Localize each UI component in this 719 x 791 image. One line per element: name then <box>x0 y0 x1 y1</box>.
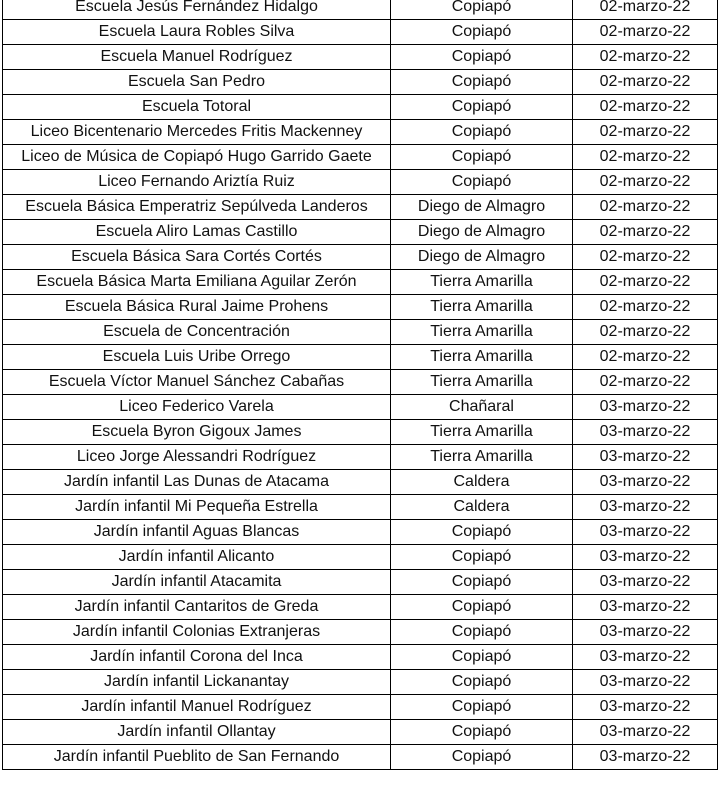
date-cell: 02-marzo-22 <box>573 95 718 120</box>
table-row <box>3 270 718 295</box>
date-cell: 03-marzo-22 <box>573 745 718 770</box>
school-name-cell: Liceo Bicentenario Mercedes Fritis Mackenney <box>3 120 391 145</box>
school-name-cell: Liceo de Música de Copiapó Hugo Garrido Gaete <box>3 145 391 170</box>
commune-cell: Copiapó <box>391 0 573 20</box>
school-name-cell: Jardín infantil Lickanantay <box>3 670 391 695</box>
table-row <box>3 170 718 195</box>
commune-cell: Copiapó <box>391 645 573 670</box>
school-name-cell: Escuela Jesús Fernández Hidalgo <box>3 0 391 20</box>
commune-cell: Copiapó <box>391 20 573 45</box>
table-row <box>3 320 718 345</box>
date-cell: 02-marzo-22 <box>573 45 718 70</box>
school-name-cell: Escuela Luis Uribe Orrego <box>3 345 391 370</box>
school-name-cell: Escuela Básica Emperatriz Sepúlveda Landeros <box>3 195 391 220</box>
date-cell: 03-marzo-22 <box>573 670 718 695</box>
commune-cell: Copiapó <box>391 520 573 545</box>
table-row <box>3 695 718 720</box>
commune-cell: Copiapó <box>391 720 573 745</box>
commune-cell: Tierra Amarilla <box>391 320 573 345</box>
school-name-cell: Escuela Laura Robles Silva <box>3 20 391 45</box>
school-name-cell: Escuela San Pedro <box>3 70 391 95</box>
date-cell: 03-marzo-22 <box>573 570 718 595</box>
commune-cell: Tierra Amarilla <box>391 370 573 395</box>
school-name-cell: Escuela Totoral <box>3 95 391 120</box>
date-cell: 03-marzo-22 <box>573 470 718 495</box>
table-row <box>3 0 718 20</box>
table-row <box>3 570 718 595</box>
commune-cell: Copiapó <box>391 620 573 645</box>
school-name-cell: Jardín infantil Cantaritos de Greda <box>3 595 391 620</box>
table-row <box>3 295 718 320</box>
date-cell: 02-marzo-22 <box>573 20 718 45</box>
table-row <box>3 445 718 470</box>
commune-cell: Tierra Amarilla <box>391 420 573 445</box>
table-row <box>3 720 718 745</box>
date-cell: 03-marzo-22 <box>573 695 718 720</box>
school-name-cell: Jardín infantil Atacamita <box>3 570 391 595</box>
commune-cell: Diego de Almagro <box>391 195 573 220</box>
commune-cell: Copiapó <box>391 570 573 595</box>
table-row <box>3 95 718 120</box>
date-cell: 02-marzo-22 <box>573 145 718 170</box>
commune-cell: Copiapó <box>391 595 573 620</box>
date-cell: 02-marzo-22 <box>573 0 718 20</box>
date-cell: 03-marzo-22 <box>573 495 718 520</box>
table-row <box>3 370 718 395</box>
table-row <box>3 420 718 445</box>
table-row <box>3 220 718 245</box>
commune-cell: Copiapó <box>391 45 573 70</box>
commune-cell: Diego de Almagro <box>391 245 573 270</box>
school-name-cell: Liceo Jorge Alessandri Rodríguez <box>3 445 391 470</box>
date-cell: 03-marzo-22 <box>573 445 718 470</box>
table-row <box>3 395 718 420</box>
table-row <box>3 620 718 645</box>
school-name-cell: Jardín infantil Mi Pequeña Estrella <box>3 495 391 520</box>
commune-cell: Diego de Almagro <box>391 220 573 245</box>
date-cell: 02-marzo-22 <box>573 195 718 220</box>
schedule-table <box>2 0 718 770</box>
school-name-cell: Escuela Aliro Lamas Castillo <box>3 220 391 245</box>
date-cell: 03-marzo-22 <box>573 595 718 620</box>
commune-cell: Tierra Amarilla <box>391 445 573 470</box>
date-cell: 02-marzo-22 <box>573 220 718 245</box>
school-name-cell: Escuela Básica Rural Jaime Prohens <box>3 295 391 320</box>
date-cell: 03-marzo-22 <box>573 545 718 570</box>
school-name-cell: Jardín infantil Pueblito de San Fernando <box>3 745 391 770</box>
date-cell: 02-marzo-22 <box>573 245 718 270</box>
table-row <box>3 520 718 545</box>
table-row <box>3 195 718 220</box>
date-cell: 02-marzo-22 <box>573 320 718 345</box>
table-row <box>3 470 718 495</box>
school-name-cell: Jardín infantil Las Dunas de Atacama <box>3 470 391 495</box>
commune-cell: Caldera <box>391 495 573 520</box>
school-name-cell: Jardín infantil Corona del Inca <box>3 645 391 670</box>
table-row <box>3 495 718 520</box>
table-row <box>3 595 718 620</box>
school-name-cell: Liceo Fernando Ariztía Ruiz <box>3 170 391 195</box>
date-cell: 02-marzo-22 <box>573 345 718 370</box>
date-cell: 02-marzo-22 <box>573 270 718 295</box>
commune-cell: Copiapó <box>391 170 573 195</box>
date-cell: 02-marzo-22 <box>573 120 718 145</box>
date-cell: 03-marzo-22 <box>573 645 718 670</box>
school-name-cell: Escuela de Concentración <box>3 320 391 345</box>
table-row <box>3 120 718 145</box>
table-row <box>3 645 718 670</box>
commune-cell: Copiapó <box>391 670 573 695</box>
school-name-cell: Escuela Básica Sara Cortés Cortés <box>3 245 391 270</box>
date-cell: 03-marzo-22 <box>573 620 718 645</box>
commune-cell: Copiapó <box>391 120 573 145</box>
commune-cell: Copiapó <box>391 70 573 95</box>
school-name-cell: Jardín infantil Aguas Blancas <box>3 520 391 545</box>
school-name-cell: Jardín infantil Manuel Rodríguez <box>3 695 391 720</box>
school-name-cell: Escuela Básica Marta Emiliana Aguilar Zerón <box>3 270 391 295</box>
school-name-cell: Jardín infantil Ollantay <box>3 720 391 745</box>
date-cell: 02-marzo-22 <box>573 170 718 195</box>
school-name-cell: Jardín infantil Alicanto <box>3 545 391 570</box>
table-row <box>3 245 718 270</box>
commune-cell: Tierra Amarilla <box>391 345 573 370</box>
school-name-cell: Escuela Byron Gigoux James <box>3 420 391 445</box>
school-name-cell: Liceo Federico Varela <box>3 395 391 420</box>
commune-cell: Chañaral <box>391 395 573 420</box>
table-row <box>3 745 718 770</box>
commune-cell: Copiapó <box>391 545 573 570</box>
commune-cell: Copiapó <box>391 95 573 120</box>
table-row <box>3 670 718 695</box>
table-row <box>3 145 718 170</box>
table-row <box>3 345 718 370</box>
date-cell: 03-marzo-22 <box>573 420 718 445</box>
school-name-cell: Escuela Manuel Rodríguez <box>3 45 391 70</box>
school-name-cell: Escuela Víctor Manuel Sánchez Cabañas <box>3 370 391 395</box>
commune-cell: Tierra Amarilla <box>391 270 573 295</box>
table-row <box>3 70 718 95</box>
date-cell: 02-marzo-22 <box>573 370 718 395</box>
commune-cell: Caldera <box>391 470 573 495</box>
date-cell: 02-marzo-22 <box>573 70 718 95</box>
date-cell: 03-marzo-22 <box>573 395 718 420</box>
date-cell: 03-marzo-22 <box>573 520 718 545</box>
date-cell: 03-marzo-22 <box>573 720 718 745</box>
date-cell: 02-marzo-22 <box>573 295 718 320</box>
table-row <box>3 545 718 570</box>
commune-cell: Copiapó <box>391 145 573 170</box>
table-row <box>3 20 718 45</box>
school-name-cell: Jardín infantil Colonias Extranjeras <box>3 620 391 645</box>
commune-cell: Tierra Amarilla <box>391 295 573 320</box>
commune-cell: Copiapó <box>391 745 573 770</box>
commune-cell: Copiapó <box>391 695 573 720</box>
schedule-table-body <box>3 0 718 770</box>
table-row <box>3 45 718 70</box>
